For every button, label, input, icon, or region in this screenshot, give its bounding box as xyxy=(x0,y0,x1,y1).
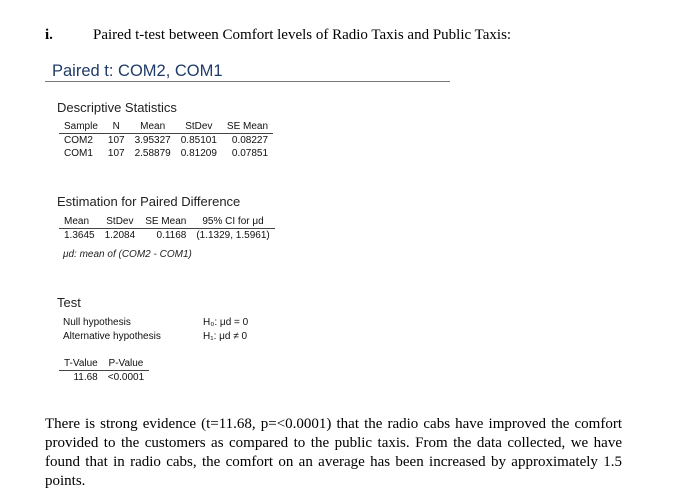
table-cell: 1.2084 xyxy=(104,230,136,241)
column-header: StDev xyxy=(100,216,141,229)
column-header: N xyxy=(103,121,130,134)
table-cell: (1.1329, 1.5961) xyxy=(196,230,270,241)
column-header: Mean xyxy=(130,121,176,134)
column-header: SE Mean xyxy=(140,216,191,229)
test-result-table xyxy=(59,358,149,384)
section-heading-text: Paired t-test between Comfort levels of Radio Taxis and Public Taxis: xyxy=(93,27,512,43)
t-value-cell: 11.68 xyxy=(73,372,98,383)
table-row xyxy=(59,147,273,160)
table-cell: 0.85101 xyxy=(180,135,217,146)
table-cell: 0.81209 xyxy=(180,148,217,159)
table-header-row xyxy=(59,216,275,229)
estimation-table xyxy=(59,216,275,242)
null-hypothesis-label: Null hypothesis xyxy=(63,317,131,328)
section-heading xyxy=(45,27,511,44)
null-hypothesis-value: H₀: μd = 0 xyxy=(203,317,249,328)
table-header-row xyxy=(59,358,149,371)
table-header-row xyxy=(59,121,273,134)
estimation-note: μd: mean of (COM2 - COM1) xyxy=(63,249,192,260)
column-header: P-Value xyxy=(103,358,149,371)
descriptive-statistics-title: Descriptive Statistics xyxy=(57,100,177,115)
table-cell: 0.08227 xyxy=(231,135,269,146)
table-cell: 2.58879 xyxy=(134,148,171,159)
column-header: StDev xyxy=(176,121,222,134)
table-cell: COM2 xyxy=(64,135,93,146)
table-row xyxy=(59,134,273,148)
table-row xyxy=(59,371,149,385)
table-cell: 107 xyxy=(107,148,125,159)
table-row xyxy=(59,229,275,243)
table-cell: 0.1168 xyxy=(156,230,187,241)
conclusion-paragraph: There is strong evidence (t=11.68, p=<0.0001) that the radio cabs have improved the comfort provided to the customers as compared to the public taxis. From the data collected, we have found that in radio cabs, the comfort on an average has been increased by approximately 1.5 points. xyxy=(45,416,622,489)
table-cell: 3.95327 xyxy=(134,135,171,146)
table-cell: 107 xyxy=(107,135,125,146)
column-header: T-Value xyxy=(59,358,103,371)
alternative-hypothesis-value: H₁: μd ≠ 0 xyxy=(203,331,248,342)
table-cell: 0.07851 xyxy=(231,148,269,159)
column-header: Sample xyxy=(59,121,103,134)
test-title: Test xyxy=(57,295,81,310)
alternative-hypothesis-label: Alternative hypothesis xyxy=(63,331,161,342)
descriptive-statistics-table xyxy=(59,121,273,160)
column-header: SE Mean xyxy=(222,121,273,134)
estimation-title: Estimation for Paired Difference xyxy=(57,194,241,209)
p-value-cell: <0.0001 xyxy=(107,372,145,383)
section-number: i. xyxy=(45,27,53,43)
column-header: 95% CI for μd xyxy=(191,216,274,229)
table-cell: 1.3645 xyxy=(64,230,95,241)
column-header: Mean xyxy=(59,216,100,229)
output-title: Paired t: COM2, COM1 xyxy=(52,62,223,80)
table-cell: COM1 xyxy=(64,148,93,159)
title-divider xyxy=(45,81,450,82)
